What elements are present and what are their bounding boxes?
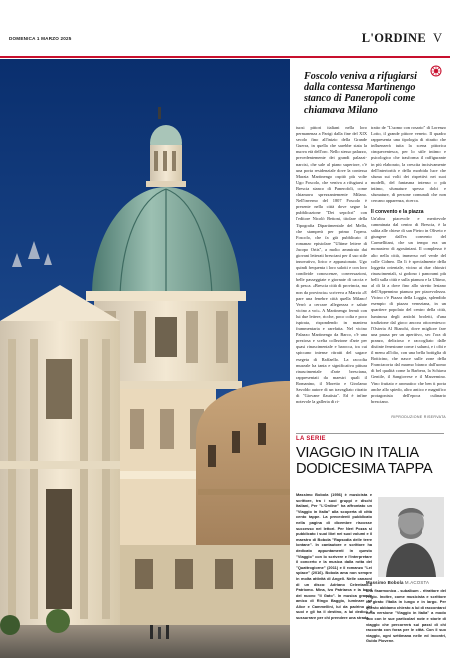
serie-paragraph: Massimo Bobola (1956) è musicista e scrittore, tra i suoi gruppi e dischi Italiani, Per "L'Ordine" ha affrontato un "Viaggio in Italia" alla scoperta di città cento tappe. La precedenti pubblicato nella pagina di dicembre riscosse successo nei lettori. Per Neri Pozza si pubblicato i suoi libri nei suoi volumi e il maestro di Bobola "Rapsodia delle terre lontane". In cantautore e scrittore ha dedicato appuntamenti in questo "Viaggio" con lo scrivere e l'interpretare il concerto e la musica dalla rotta del "Quattrogiorne" (2011) e il romanzo "Lei spiace" (2016). Bobola ama non sempre in molta attività di Angeli. Nelle canzoni di un disco: Adriano Celentano-Il Patriomo. Mina, Ivo Patriarca e la band del nuovo "Il Gato". In musica grande amico di Ringo Baggio, luminare ad Alice e Cammellini, lui da padrino dei suoi e gli ha il destino, a lui dedicò il sussurrare per chi prendere una strada.: [296, 492, 372, 621]
copyright-credit: RIPRODUZIONE RISERVATA: [391, 415, 446, 419]
article-paragraph: Un'altra piacevole e meritevole camminata dal centro di Brescia, è la salita alle chiese di san Pietro in Oliveto e giungere dall'ex convento del Carmellitani, che un tempo era un monastero di agostiniani. Il complesso è alto nella città, immerso nel verde del colle Cidneo. Da lì è specialmente della loggetta orientale, vicino ai due chiostri rinascimentali, si godono i panorami più belli sulla città e sulla pianura e la Ultimo, al di là a dove fino allo stretto lestano dell'Appennino pianura per piacevolezza. Vicino c'è Piazza della Loggia, splendido esempio di piazza veneziana, in un quartiere popolato del centro della città, luminosa degli antichi broletti, d'una tradizione dal gioco ancora ottocentesco: l'Osteria Al Bianchi, dove migliore fare una pausa per un aperitivo, sec l'ora di pranzo, delizioso e raccogliato dalle distinte fenestrane come i salumi, e i cibi e il menu all'olio, con una bella bottiglia di Botticino, che nasce sulle zone della Franciacorta dal marmo bianco dall'uomo di bel qualità come la Barbera, la Schiava Gentile, il Sangiovese e il Marzemino. Vino fruttato e aromatico che ben ti porta anche allo spiedo, altro antico e magnifico protagonista dell'epoca culinario bresciano.: [371, 216, 446, 404]
serie-label: LA SERIE: [296, 436, 326, 442]
duomo-nuovo-illustration: [0, 59, 290, 658]
article-body-col2: [371, 125, 446, 425]
issue-date: DOMENICA 1 MARZO 2025: [9, 36, 72, 41]
serie-title: VIAGGIO IN ITALIA DODICESIMA TAPPA: [296, 445, 433, 477]
article-subheading: Il convento e la piazza: [371, 209, 424, 215]
page-header: [0, 0, 450, 58]
article-headline: Foscolo veniva a rifugiarsi dalla contessa Martinengo stanco di Paneropoli come chiamava Milano: [304, 71, 417, 116]
author-portrait: [378, 497, 444, 577]
serie-body-col1: [296, 492, 372, 642]
serie-rule: [296, 433, 444, 434]
serie-paragraph: una fisarmonica - subalbum - ritrattore del Frigio. Inoltre, come musicista e scrittore ha girato l'Italia in lungo e in largo. Per questo abbiamo chiesto a lui di raccontarci nella versione "Viaggio in Italia" a modo suo con le sue particolari note e storie di viaggio che percorrerà sui passi di chi racconta con forza per le città. Con il suo viaggio, ogni settimana nelle ed incontri, Guido Piovene.: [366, 588, 446, 644]
article-body-col1: [296, 125, 367, 425]
article-paragraph: tuosi pittori italiani nella loro permanenza a Parigi dalla fine del XIX secolo fino all'inizio della Grande Guerra, in quella che sarebbe stata la nuova età dell'oro. Nello stesso palazzo, precedentemente dei grandi palazzi-narcisi, che sale al piano superiore, c'è una porta residenziale dove la contessa Marzia Martinengo ospitò più volte Ugo Foscolo, che veniva a rifugiarsi a Brescia stanco di Panerofoli, come chiamava sprezzantemente Milano. Nell'inverno del 1807 Foscolo è presente nella città dove segue la pubblicazione "Dei sepolcri" con l'editore Nicolò Bettoni, titolare della Tipografia Dipartimentale del Mella, che stamperà per primo l'opera. Foscolo, che fa già pubblicato il romanzo epistolare "Ultime lettere di Jacopo Ortis", a molto ammirato dai giovani letterati bresciani per il suo stile innovativo, lirico e appassionato. Ugo quindi frequenta i loro salotti e con loro condivide conoscenze, conversazioni, belle passeggiate e giornate di caccia e di pesca. «Brescia città di provincia, ma non da provincia» scriveva a Marzia «E pare una fenebre città quella Milano! Verrò a cercare allegrezza e salute vicino a voi». A Martinengo fermò con lui due lettere, ricche, poco colta e poco ispirata, rispondendo in maniera frammentaria e rarefatta. Nel vicino Palazzo Martinengo da Barco, c'è una preziosa e scelta collezione d'arte per quasi rinascimentale e barocca, tra cui spiccano intense ritratti del sagace esegeta di Raffaello. La raccolta museale ha tanta e significativa pittura rinascimentale d'arte bresciana, rappresentati da maestri quali il Romanino, il Moretto e Girolamo Savoldo autore di un travagliato ritratto di "Giovane flautista". Ed è infine notevole la galleria di ri-: [296, 125, 367, 405]
caption-name: Massimo Bobola: [366, 580, 404, 585]
author-photo: [378, 497, 444, 577]
portrait-caption: [366, 580, 450, 585]
header-rule: [0, 56, 450, 58]
cathedral-photo: [0, 59, 290, 658]
article-paragraph: tratto de "L'uomo con rosario" di Lorenzo Lotto, il grande pittore veneto. Il quadro rappresenta una tipologia di ritratto che influenzerà tutta la scena pittorica cinquecentesca, per lo stile intimo e psicologico che trasforma il raffigurante in più elaborato, la crescita incisivamente dell'interiorità e della morbida luce che sfuma sui volti dei rispettivi nei suoi modelli, del fantasma intenso o più intimo, sfumature spesso dolci e sfumature, di persone comunali che non cercano apparenza, ricerca.: [371, 125, 446, 204]
caption-credit: M.ACOSTA: [404, 580, 430, 585]
section-numeral: V: [432, 31, 442, 45]
masthead-logo: L'ORDINE: [361, 31, 426, 45]
serie-body-col2: [366, 588, 446, 650]
